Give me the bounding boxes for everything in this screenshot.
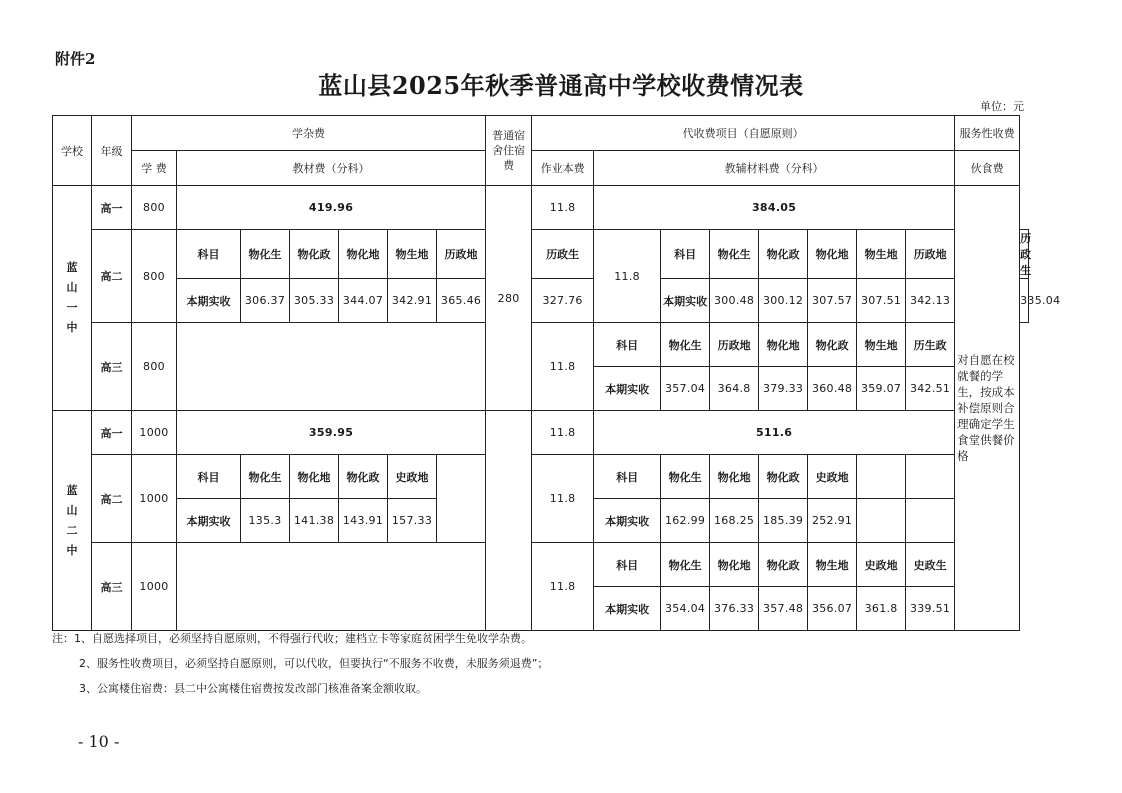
aux-total: 511.6 [594, 411, 955, 455]
header-agency: 代收费项目（自愿原则） [532, 116, 955, 151]
aux-value: 379.33 [759, 367, 808, 411]
aux-value: 360.48 [808, 367, 857, 411]
aux-value: 185.39 [759, 499, 808, 543]
aux-value: 335.04 [1020, 279, 1029, 323]
subject-label: 科目 [594, 455, 661, 499]
textbook-value: 327.76 [532, 279, 594, 323]
actual-label: 本期实收 [594, 587, 661, 631]
fee-table [52, 115, 1061, 631]
actual-label: 本期实收 [177, 499, 241, 543]
workbook-cell: 11.8 [532, 186, 594, 230]
aux-value: 364.8 [710, 367, 759, 411]
actual-label: 本期实收 [177, 279, 241, 323]
notes-block [52, 626, 548, 701]
school-name-1: 蓝 山 一 中 [53, 186, 92, 411]
aux-subject: 物化地 [710, 455, 759, 499]
aux-value: 357.48 [759, 587, 808, 631]
aux-subject: 史政生 [906, 543, 955, 587]
textbook-value: 157.33 [388, 499, 437, 543]
textbook-value: 344.07 [339, 279, 388, 323]
textbook-subject: 物生地 [388, 230, 437, 279]
textbook-subject: 物化地 [290, 455, 339, 499]
tuition-cell: 800 [132, 230, 177, 323]
aux-value: 300.12 [759, 279, 808, 323]
aux-value: 376.33 [710, 587, 759, 631]
unit-label: 单位：元 [980, 100, 1024, 113]
tuition-cell: 800 [132, 186, 177, 230]
aux-subject: 物生地 [808, 543, 857, 587]
meal-note: 对自愿在校就餐的学生，按成本补偿原则合理确定学生食堂供餐价格 [955, 186, 1020, 631]
aux-subject: 历生政 [906, 323, 955, 367]
aux-subject: 史政地 [857, 543, 906, 587]
textbook-subject: 历政生 [532, 230, 594, 279]
subject-label: 科目 [177, 455, 241, 499]
aux-subject: 史政地 [808, 455, 857, 499]
aux-value: 357.04 [661, 367, 710, 411]
aux-subject: 物化生 [661, 455, 710, 499]
aux-subject: 历政地 [906, 230, 955, 279]
aux-value: 361.8 [857, 587, 906, 631]
grade-cell: 高一 [92, 411, 132, 455]
grade-cell: 高二 [92, 455, 132, 543]
grade-cell: 高三 [92, 323, 132, 411]
aux-value: 359.07 [857, 367, 906, 411]
aux-subject: 物化政 [759, 455, 808, 499]
aux-value: 162.99 [661, 499, 710, 543]
actual-label: 本期实收 [594, 499, 661, 543]
aux-subject: 物化地 [759, 323, 808, 367]
aux-subject: 物化生 [710, 230, 759, 279]
subject-label: 科目 [177, 230, 241, 279]
textbook-filler [437, 455, 532, 543]
workbook-cell: 11.8 [532, 455, 594, 543]
aux-empty [857, 455, 906, 499]
aux-value: 354.04 [661, 587, 710, 631]
aux-empty [906, 499, 955, 543]
tuition-cell: 1000 [132, 543, 177, 631]
aux-value: 300.48 [710, 279, 759, 323]
subject-label: 科目 [594, 543, 661, 587]
textbook-value: 141.38 [290, 499, 339, 543]
header-workbook: 作业本费 [532, 151, 594, 186]
tuition-cell: 800 [132, 323, 177, 411]
textbook-subject: 物化生 [241, 230, 290, 279]
aux-subject: 历政地 [710, 323, 759, 367]
textbook-subject: 物化生 [241, 455, 290, 499]
aux-subject: 历政生 [1020, 230, 1029, 279]
subject-label: 科目 [594, 323, 661, 367]
textbook-subject: 史政地 [388, 455, 437, 499]
header-school: 学校 [53, 116, 92, 186]
aux-subject: 物生地 [857, 230, 906, 279]
header-tuition-misc: 学杂费 [132, 116, 486, 151]
aux-empty [906, 455, 955, 499]
note-2: 2、服务性收费项目，必须坚持自愿原则，可以代收，但要执行“不服务不收费，未服务须退费”； [79, 657, 549, 670]
header-tuition: 学 费 [132, 151, 177, 186]
aux-value: 168.25 [710, 499, 759, 543]
textbook-subject: 物化地 [339, 230, 388, 279]
grade-cell: 高二 [92, 230, 132, 323]
header-grade: 年级 [92, 116, 132, 186]
aux-subject: 物生地 [857, 323, 906, 367]
grade-cell: 高三 [92, 543, 132, 631]
aux-value: 307.57 [808, 279, 857, 323]
header-aux: 教辅材料费（分科） [594, 151, 955, 186]
workbook-cell: 11.8 [532, 543, 594, 631]
document-title: 蓝山县2025年秋季普通高中学校收费情况表 [318, 71, 804, 100]
note-3: 3、公寓楼住宿费：县二中公寓楼住宿费按发改部门核准备案金额收取。 [79, 682, 427, 695]
attachment-label: 附件2 [55, 50, 96, 68]
textbook-empty [177, 543, 532, 631]
aux-value: 307.51 [857, 279, 906, 323]
textbook-value: 306.37 [241, 279, 290, 323]
aux-value: 252.91 [808, 499, 857, 543]
textbook-value: 143.91 [339, 499, 388, 543]
textbook-value: 305.33 [290, 279, 339, 323]
aux-value: 342.51 [906, 367, 955, 411]
aux-subject: 物化政 [759, 230, 808, 279]
tuition-cell: 1000 [132, 411, 177, 455]
actual-label: 本期实收 [594, 367, 661, 411]
aux-total: 384.05 [594, 186, 955, 230]
textbook-total: 419.96 [177, 186, 486, 230]
header-service: 服务性收费 [955, 116, 1020, 151]
aux-subject: 物化政 [808, 323, 857, 367]
textbook-value: 342.91 [388, 279, 437, 323]
textbook-subject: 历政地 [437, 230, 486, 279]
aux-subject: 物化生 [661, 323, 710, 367]
workbook-cell: 11.8 [532, 411, 594, 455]
aux-subject: 物化生 [661, 543, 710, 587]
aux-value: 342.13 [906, 279, 955, 323]
aux-subject: 物化地 [808, 230, 857, 279]
textbook-subject: 物化政 [290, 230, 339, 279]
dorm-fee: 280 [486, 186, 532, 411]
header-textbook: 教材费（分科） [177, 151, 486, 186]
tuition-cell: 1000 [132, 455, 177, 543]
aux-value: 339.51 [906, 587, 955, 631]
header-meal: 伙食费 [955, 151, 1020, 186]
textbook-value: 365.46 [437, 279, 486, 323]
subject-label: 科目 [661, 230, 710, 279]
grade-cell: 高一 [92, 186, 132, 230]
note-1: 注：1、自愿选择项目，必须坚持自愿原则，不得强行代收；建档立卡等家庭贫困学生免收学杂费。 [52, 632, 532, 645]
textbook-total: 359.95 [177, 411, 486, 455]
aux-subject: 物化政 [759, 543, 808, 587]
aux-value: 356.07 [808, 587, 857, 631]
aux-empty [857, 499, 906, 543]
textbook-subject: 物化政 [339, 455, 388, 499]
textbook-value: 135.3 [241, 499, 290, 543]
textbook-empty [177, 323, 532, 411]
page-number: - 10 - [78, 732, 120, 751]
workbook-cell: 11.8 [594, 230, 661, 323]
workbook-cell: 11.8 [532, 323, 594, 411]
school-name-2: 蓝 山 二 中 [53, 411, 92, 631]
header-dorm: 普通宿舍住宿费 [486, 116, 532, 186]
aux-subject: 物化地 [710, 543, 759, 587]
actual-label: 本期实收 [661, 279, 710, 323]
